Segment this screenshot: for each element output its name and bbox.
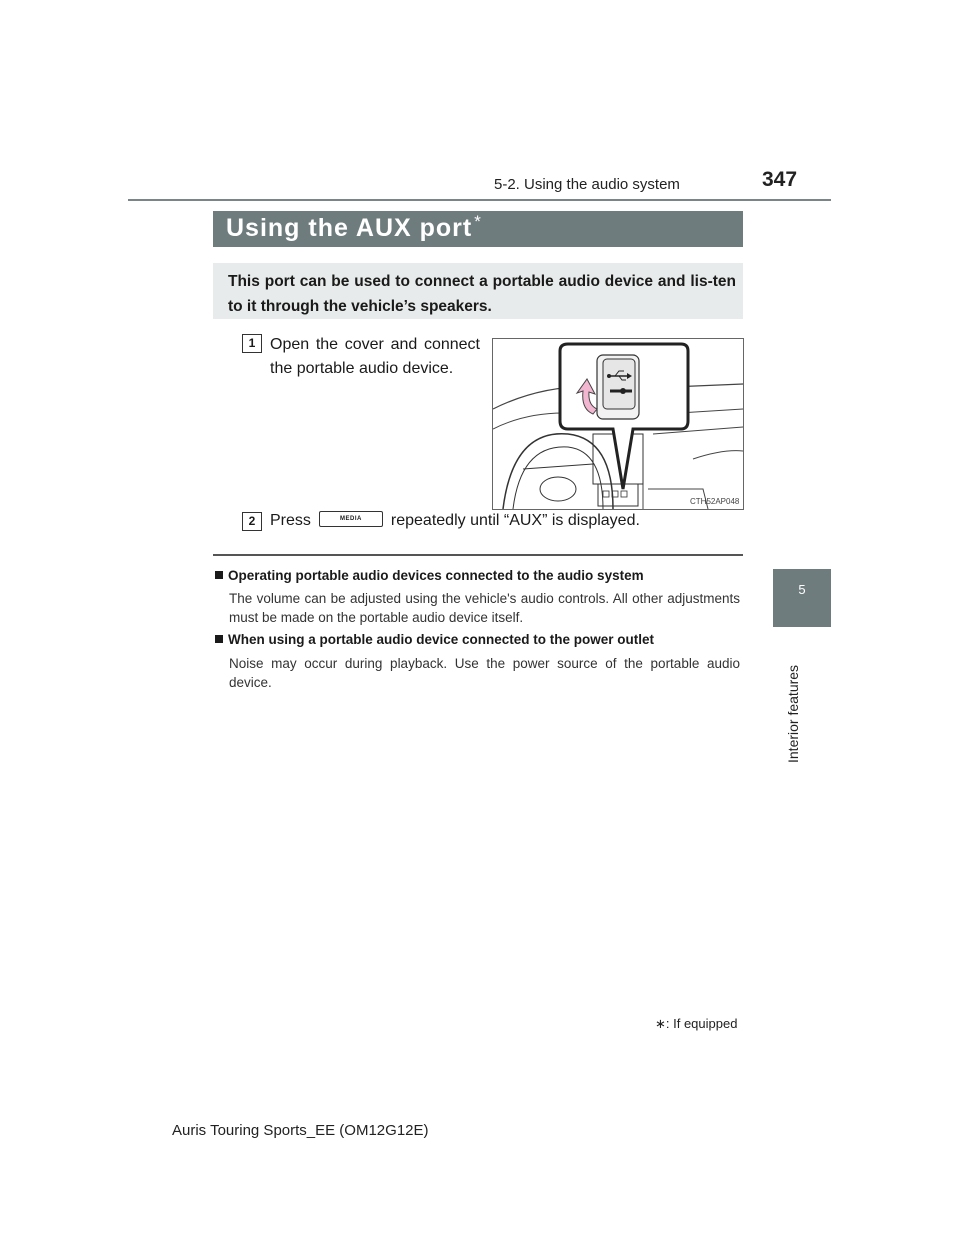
page-title-text: Using the AUX port <box>226 214 473 242</box>
media-button-icon: MEDIA <box>319 511 383 527</box>
note-heading-1-text: Operating portable audio devices connected to the audio system <box>228 568 644 583</box>
notes-divider <box>213 554 743 556</box>
intro-text: This port can be used to connect a portable audio device and lis-ten to it through the vehicle’s speakers. <box>228 273 736 315</box>
note-body-2: Noise may occur during playback. Use the power source of the portable audio device. <box>229 656 740 690</box>
chapter-label-text: Interior features <box>785 664 801 763</box>
footer-model-code: Auris Touring Sports_EE (OM12G12E) <box>172 1122 429 1139</box>
aux-port-illustration <box>492 338 744 510</box>
note-heading-1 <box>215 568 644 583</box>
if-equipped-marker: * <box>474 212 482 231</box>
square-bullet-icon <box>215 571 223 579</box>
step-2-text <box>270 512 640 530</box>
note-heading-2-text: When using a portable audio device connected to the power outlet <box>228 632 655 647</box>
page-title <box>226 214 482 243</box>
chapter-tab-number: 5 <box>798 582 806 597</box>
header-section-title: 5-2. Using the audio system <box>494 176 680 193</box>
square-bullet-icon <box>215 635 223 643</box>
step-1-text: Open the cover and connect the portable audio device. <box>270 336 480 377</box>
page-number: 347 <box>762 168 798 191</box>
step-2-text-after: repeatedly until “AUX” is displayed. <box>390 512 640 529</box>
note-heading-2 <box>215 632 654 647</box>
chapter-label <box>760 633 820 763</box>
note-body-1: The volume can be adjusted using the vehicle's audio controls. All other adjustments must be made on the portable audio device itself. <box>229 591 740 625</box>
illustration-caption: CTH52AP048 <box>690 497 740 506</box>
header-rule <box>128 199 831 201</box>
dashboard-drawing <box>493 339 743 509</box>
chapter-tab <box>773 569 831 627</box>
step-2-text-before: Press <box>270 512 311 529</box>
step-number-1: 1 <box>242 334 262 353</box>
footnote-if-equipped: ∗: If equipped <box>655 1016 738 1031</box>
step-number-2: 2 <box>242 512 262 531</box>
